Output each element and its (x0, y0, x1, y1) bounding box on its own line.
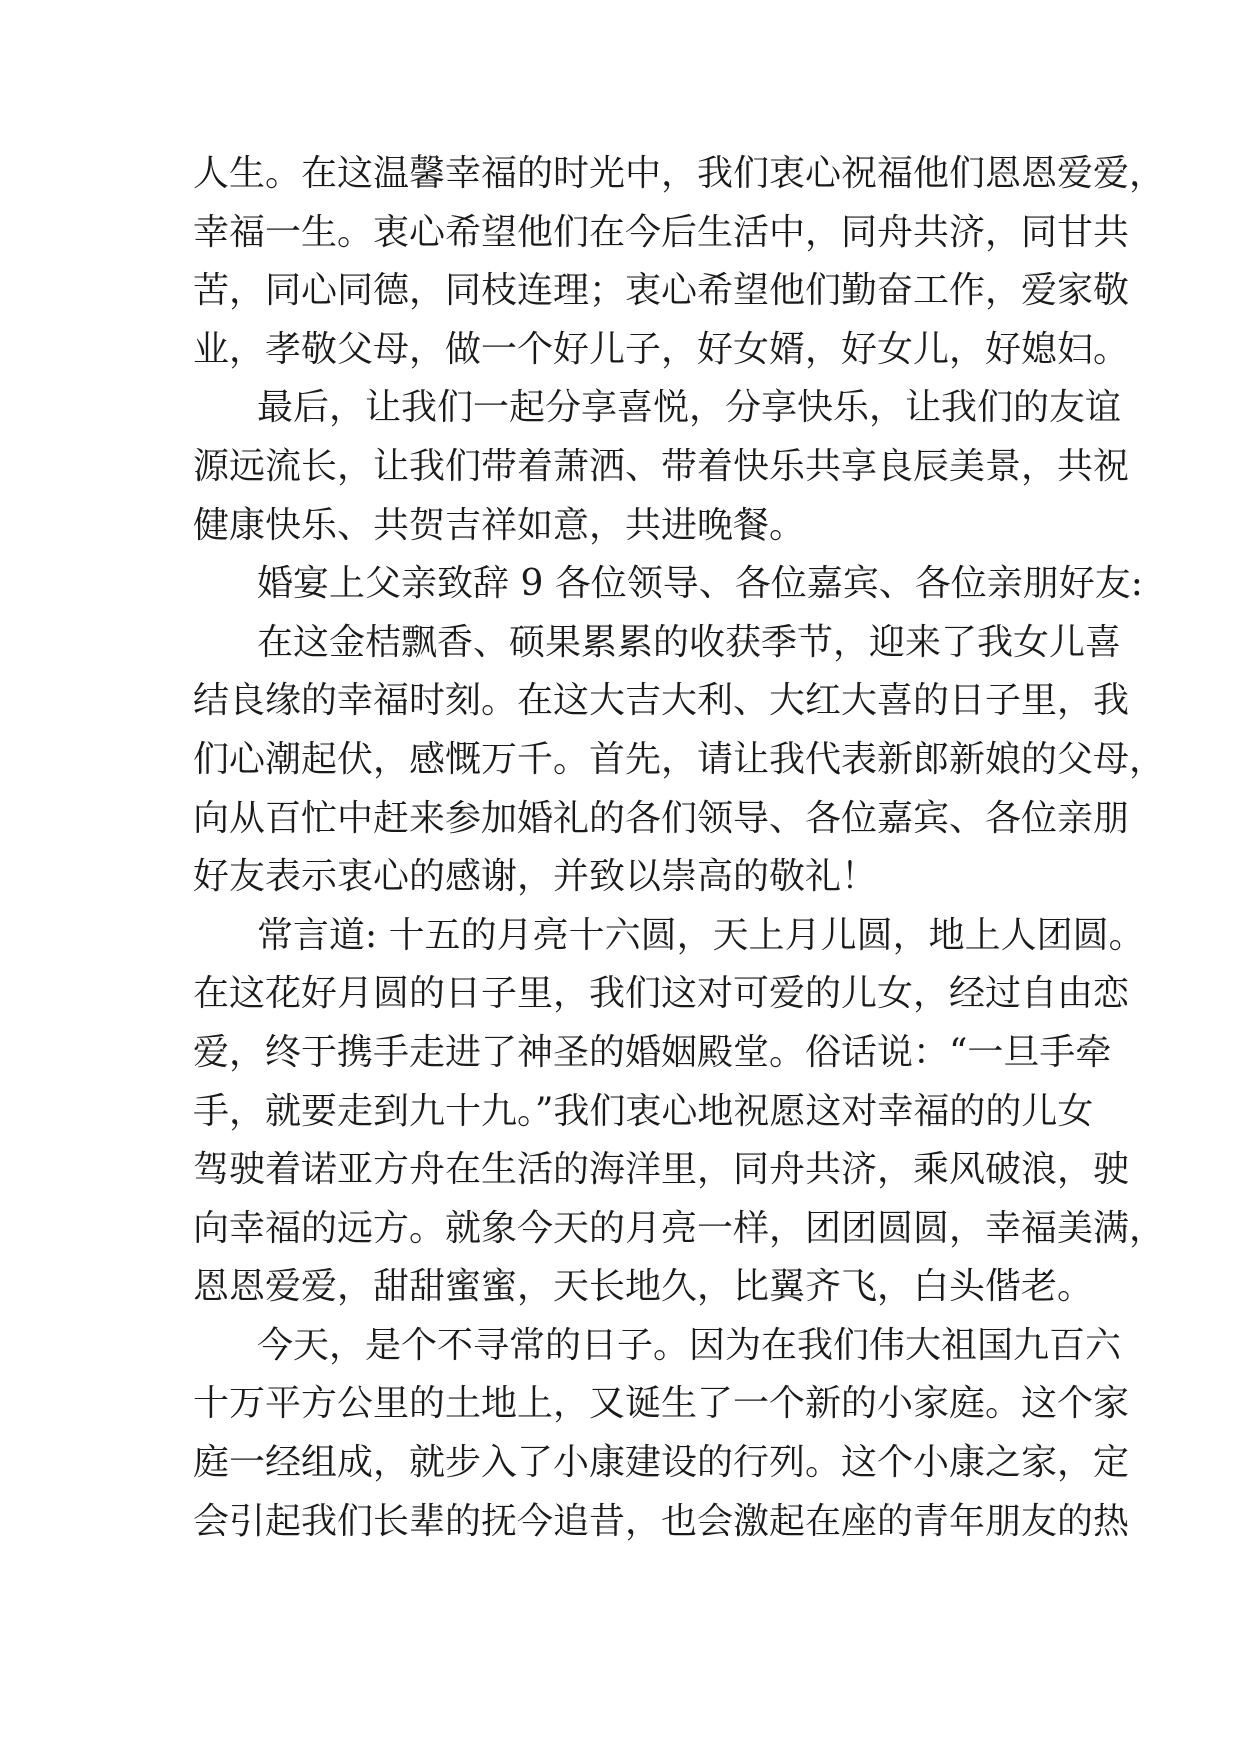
paragraph-first-line: 最后，让我们一起分享喜悦，分享快乐，让我们的友谊 (257, 387, 1122, 429)
text-line: 苦，同心同德，同枝连理；衷心希望他们勤奋工作，爱家敬 (193, 270, 1130, 312)
section-heading-line: 婚宴上父亲致辞 9 各位领导、各位嘉宾、各位亲朋好友: (257, 563, 1143, 605)
text-line: 恩恩爱爱，甜甜蜜蜜，天长地久，比翼齐飞，白头偕老。 (193, 1266, 1094, 1308)
text-line: 幸福一生。衷心希望他们在今后生活中，同舟共济，同甘共 (193, 211, 1130, 253)
text-line: 在这花好月圆的日子里，我们这对可爱的儿女，经过自由恋 (193, 973, 1130, 1015)
paragraph-first-line: 在这金桔飘香、硕果累累的收获季节，迎来了我女儿喜 (257, 621, 1122, 663)
text-line: 向从百忙中赶来参加婚礼的各们领导、各位嘉宾、各位亲朋 (193, 797, 1130, 839)
text-line: 庭一经组成，就步入了小康建设的行列。这个小康之家，定 (193, 1442, 1130, 1484)
paragraph-first-line: 常言道: 十五的月亮十六圆，天上月儿圆，地上人团圆。 (257, 914, 1145, 956)
text-line: 结良缘的幸福时刻。在这大吉大利、大红大喜的日子里，我 (193, 680, 1130, 722)
text-line: 驾驶着诺亚方舟在生活的海洋里，同舟共济，乘风破浪，驶 (193, 1149, 1130, 1191)
text-line: 会引起我们长辈的抚今追昔，也会激起在座的青年朋友的热 (193, 1500, 1130, 1542)
text-line: 人生。在这温馨幸福的时光中，我们衷心祝福他们恩恩爱爱， (193, 153, 1166, 194)
text-line: 们心潮起伏，感慨万千。首先，请让我代表新郎新娘的父母， (193, 738, 1166, 780)
text-line: 爱，终于携手走进了神圣的婚姻殿堂。俗话说：“一旦手牵 (193, 1031, 1112, 1073)
paragraph-first-line: 今天，是个不寻常的日子。因为在我们伟大祖国九百六 (257, 1324, 1122, 1366)
text-line: 好友表示衷心的感谢，并致以崇高的敬礼！ (193, 856, 878, 898)
text-line: 源远流长，让我们带着萧洒、带着快乐共享良辰美景，共祝 (193, 445, 1130, 487)
text-line: 向幸福的远方。就象今天的月亮一样，团团圆圆，幸福美满， (193, 1207, 1166, 1249)
text-line: 手，就要走到九十九。”我们衷心地祝愿这对幸福的的儿女 (193, 1090, 1094, 1132)
text-line: 健康快乐、共贺吉祥如意，共进晚餐。 (193, 504, 806, 546)
body-text (193, 145, 1166, 1551)
text-line: 十万平方公里的土地上，又诞生了一个新的小家庭。这个家 (193, 1383, 1130, 1425)
text-line: 业，孝敬父母，做一个好儿子，好女婿，好女儿，好媳妇。 (193, 328, 1130, 370)
